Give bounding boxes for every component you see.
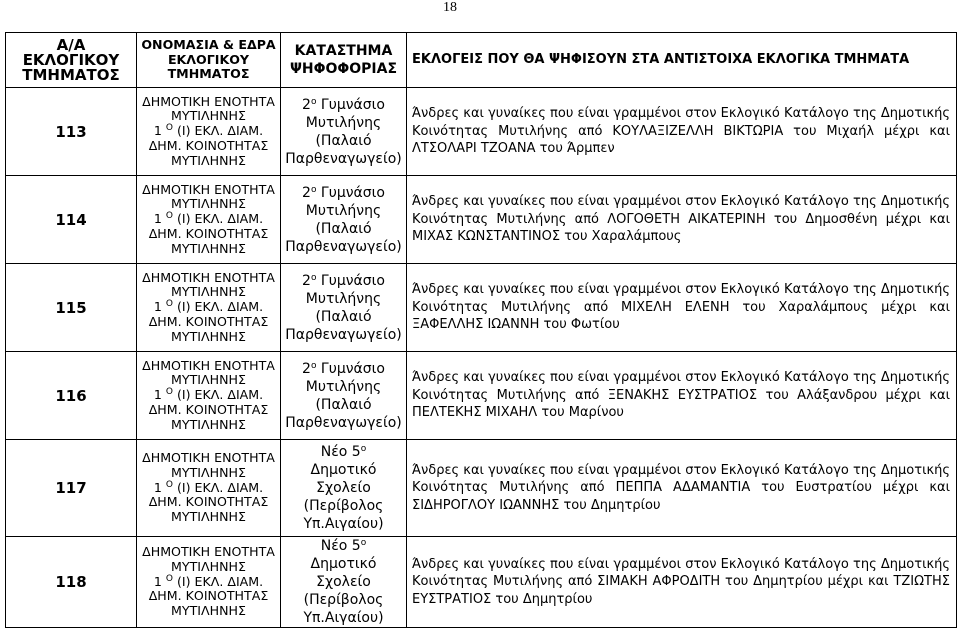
table-row bbox=[6, 176, 957, 264]
district-line-5: ΜΥΤΙΛΗΝΗΣ bbox=[171, 416, 246, 432]
school-line-3: (Παλαιό bbox=[315, 220, 372, 237]
district-line-5: ΜΥΤΙΛΗΝΗΣ bbox=[171, 509, 246, 525]
voters-description: Άνδρες και γυναίκες που είναι γραμμένοι στον Εκλογικό Κατάλογο της Δημοτικής Κοινότητας Μυτιλήνης από ΚΟΥΛΑΞΙΖΕΛΛΗ ΒΙΚΤΩΡΙΑ του Μιχαήλ μέχρι και ΛΤΣΟΛΑΡΙ ΤΖΟΑΝΑ του Άρμπεν bbox=[407, 88, 957, 176]
school-line-4: Παρθεναγωγείο) bbox=[285, 326, 402, 343]
district-line-3: 1 $^O$ (Ι) ΕΚΛ. ΔΙΑΜ. bbox=[153, 479, 264, 495]
district-line-2: ΜΥΤΙΛΗΝΗΣ bbox=[171, 558, 246, 574]
section-name bbox=[137, 537, 281, 628]
school-line-3: Σχολείο bbox=[316, 574, 371, 590]
district-line-1: ΔΗΜΟΤΙΚΗ ΕΝΟΤΗΤΑ bbox=[142, 181, 275, 197]
table-row bbox=[6, 440, 957, 537]
district-line-4: ΔΗΜ. ΚΟΙΝΟΤΗΤΑΣ bbox=[148, 401, 269, 417]
section-name bbox=[137, 440, 281, 537]
section-name bbox=[137, 352, 281, 440]
polling-station bbox=[281, 440, 407, 537]
page-number: 18 bbox=[443, 0, 457, 15]
school-line-2: Δημοτικό bbox=[310, 462, 377, 478]
polling-station bbox=[281, 264, 407, 352]
school-line-4: Παρθεναγωγείο) bbox=[285, 150, 402, 167]
header-section-id: Α/Α ΕΚΛΟΓΙΚΟΥ ΤΜΗΜΑΤΟΣ bbox=[6, 33, 137, 88]
header-polling-station: ΚΑΤΑΣΤΗΜΑ ΨΗΦΟΦΟΡΙΑΣ bbox=[281, 33, 407, 88]
voters-description: Άνδρες και γυναίκες που είναι γραμμένοι στον Εκλογικό Κατάλογο της Δημοτικής Κοινότητας Μυτιλήνης από ΛΟΓΟΘΕΤΗ ΑΙΚΑΤΕΡΙΝΗ του Δημοσθένη μέχρι και ΜΙΧΑΣ ΚΩΝΣΤΑΝΤΙΝΟΣ του Χαραλάμπους bbox=[407, 176, 957, 264]
school-line-2: Μυτιλήνης bbox=[305, 114, 382, 131]
district-line-1: ΔΗΜΟΤΙΚΗ ΕΝΟΤΗΤΑ bbox=[142, 357, 275, 373]
polling-station bbox=[281, 352, 407, 440]
district-line-2: ΜΥΤΙΛΗΝΗΣ bbox=[171, 284, 246, 300]
district-line-4: ΔΗΜ. ΚΟΙΝΟΤΗΤΑΣ bbox=[148, 137, 269, 153]
section-id: 115 bbox=[6, 264, 137, 352]
voters-description: Άνδρες και γυναίκες που είναι γραμμένοι στον Εκλογικό Κατάλογο της Δημοτικής Κοινότητας Μυτιλήνης από ΜΙΧΕΛΗ ΕΛΕΝΗ του Χαραλάμπους μέχρι και ΞΑΦΕΛΛΗΣ ΙΩΑΝΝΗ του Φωτίου bbox=[407, 264, 957, 352]
district-line-3: 1 $^O$ (Ι) ΕΚΛ. ΔΙΑΜ. bbox=[153, 387, 264, 403]
table-row bbox=[6, 352, 957, 440]
polling-station bbox=[281, 176, 407, 264]
polling-station bbox=[281, 537, 407, 628]
school-line-1: $2^o$ Γυμνάσιο bbox=[302, 272, 385, 289]
school-line-4: Παρθεναγωγείο) bbox=[285, 238, 402, 255]
polling-station bbox=[281, 88, 407, 176]
section-id: 113 bbox=[6, 88, 137, 176]
voters-description: Άνδρες και γυναίκες που είναι γραμμένοι στον Εκλογικό Κατάλογο της Δημοτικής Κοινότητας Μυτιλήνης από ΣΙΜΑΚΗ ΑΦΡΟΔΙΤΗ του Δημητρίου μέχρι και ΤΖΙΩΤΗΣ ΕΥΣΤΡΑΤΙΟΣ του Δημητρίου bbox=[407, 537, 957, 628]
district-line-2: ΜΥΤΙΛΗΝΗΣ bbox=[171, 108, 246, 124]
school-line-5: Υπ.Αιγαίου) bbox=[303, 610, 384, 626]
district-line-5: ΜΥΤΙΛΗΝΗΣ bbox=[171, 328, 246, 344]
district-line-2: ΜΥΤΙΛΗΝΗΣ bbox=[171, 372, 246, 388]
school-line-4: Παρθεναγωγείο) bbox=[285, 414, 402, 431]
section-name bbox=[137, 264, 281, 352]
district-line-1: ΔΗΜΟΤΙΚΗ ΕΝΟΤΗΤΑ bbox=[142, 450, 275, 465]
district-line-1: ΔΗΜΟΤΙΚΗ ΕΝΟΤΗΤΑ bbox=[142, 544, 275, 559]
district-line-3: 1 $^O$ (Ι) ΕΚΛ. ΔΙΑΜ. bbox=[153, 299, 264, 315]
school-line-1: $2^o$ Γυμνάσιο bbox=[302, 96, 385, 113]
district-line-2: ΜΥΤΙΛΗΝΗΣ bbox=[171, 196, 246, 212]
section-name bbox=[137, 176, 281, 264]
school-line-5: Υπ.Αιγαίου) bbox=[303, 516, 384, 532]
district-line-3: 1 $^O$ (Ι) ΕΚΛ. ΔΙΑΜ. bbox=[153, 573, 264, 589]
school-line-2: Μυτιλήνης bbox=[305, 378, 382, 395]
school-line-3: (Παλαιό bbox=[315, 396, 372, 413]
district-line-2: ΜΥΤΙΛΗΝΗΣ bbox=[171, 464, 246, 480]
school-line-3: Σχολείο bbox=[316, 480, 371, 496]
school-line-3: (Παλαιό bbox=[315, 132, 372, 149]
district-line-3: 1 $^O$ (Ι) ΕΚΛ. ΔΙΑΜ. bbox=[153, 123, 264, 139]
polling-stations-table bbox=[5, 32, 957, 628]
district-line-1: ΔΗΜΟΤΙΚΗ ΕΝΟΤΗΤΑ bbox=[142, 269, 275, 285]
school-line-2: Μυτιλήνης bbox=[305, 290, 382, 307]
school-line-4: (Περίβολος bbox=[303, 592, 384, 608]
header-voters: ΕΚΛΟΓΕΙΣ ΠΟΥ ΘΑ ΨΗΦΙΣΟΥΝ ΣΤΑ ΑΝΤΙΣΤΟΙΧΑ ΕΚΛΟΓΙΚΑ ΤΜΗΜΑΤΑ bbox=[407, 33, 957, 88]
district-line-3: 1 $^O$ (Ι) ΕΚΛ. ΔΙΑΜ. bbox=[153, 211, 264, 227]
table-header-row bbox=[6, 33, 957, 88]
header-section-name: ΟΝΟΜΑΣΙΑ & ΕΔΡΑ ΕΚΛΟΓΙΚΟΥ ΤΜΗΜΑΤΟΣ bbox=[137, 33, 281, 88]
school-line-3: (Παλαιό bbox=[315, 308, 372, 325]
section-id: 117 bbox=[6, 440, 137, 537]
school-line-2: Δημοτικό bbox=[310, 556, 377, 572]
school-line-1: Νέο $5^o$ bbox=[320, 444, 367, 460]
district-line-4: ΔΗΜ. ΚΟΙΝΟΤΗΤΑΣ bbox=[148, 588, 269, 604]
section-id: 118 bbox=[6, 537, 137, 628]
district-line-5: ΜΥΤΙΛΗΝΗΣ bbox=[171, 603, 246, 619]
voters-description: Άνδρες και γυναίκες που είναι γραμμένοι στον Εκλογικό Κατάλογο της Δημοτικής Κοινότητας Μυτιλήνης από ΞΕΝΑΚΗΣ ΕΥΣΤΡΑΤΙΟΣ του Αλάξανδρου μέχρι και ΠΕΛΤΕΚΗΣ ΜΙΧΑΗΛ του Μαρίνου bbox=[407, 352, 957, 440]
school-line-4: (Περίβολος bbox=[303, 498, 384, 514]
district-line-1: ΔΗΜΟΤΙΚΗ ΕΝΟΤΗΤΑ bbox=[142, 93, 275, 109]
district-line-4: ΔΗΜ. ΚΟΙΝΟΤΗΤΑΣ bbox=[148, 225, 269, 241]
school-line-1: $2^o$ Γυμνάσιο bbox=[302, 360, 385, 377]
table-row bbox=[6, 264, 957, 352]
table-row bbox=[6, 537, 957, 628]
district-line-5: ΜΥΤΙΛΗΝΗΣ bbox=[171, 152, 246, 168]
district-line-4: ΔΗΜ. ΚΟΙΝΟΤΗΤΑΣ bbox=[148, 494, 269, 510]
table-row bbox=[6, 88, 957, 176]
district-line-4: ΔΗΜ. ΚΟΙΝΟΤΗΤΑΣ bbox=[148, 313, 269, 329]
school-line-1: Νέο $5^o$ bbox=[320, 538, 367, 554]
school-line-2: Μυτιλήνης bbox=[305, 202, 382, 219]
section-id: 114 bbox=[6, 176, 137, 264]
school-line-1: $2^o$ Γυμνάσιο bbox=[302, 184, 385, 201]
voters-description: Άνδρες και γυναίκες που είναι γραμμένοι στον Εκλογικό Κατάλογο της Δημοτικής Κοινότητας Μυτιλήνης από ΠΕΠΠΑ ΑΔΑΜΑΝΤΙΑ του Ευστρατίου μέχρι και ΣΙΔΗΡΟΓΛΟΥ ΙΩΑΝΝΗΣ του Δημητρίου bbox=[407, 440, 957, 537]
section-id: 116 bbox=[6, 352, 137, 440]
district-line-5: ΜΥΤΙΛΗΝΗΣ bbox=[171, 240, 246, 256]
section-name bbox=[137, 88, 281, 176]
